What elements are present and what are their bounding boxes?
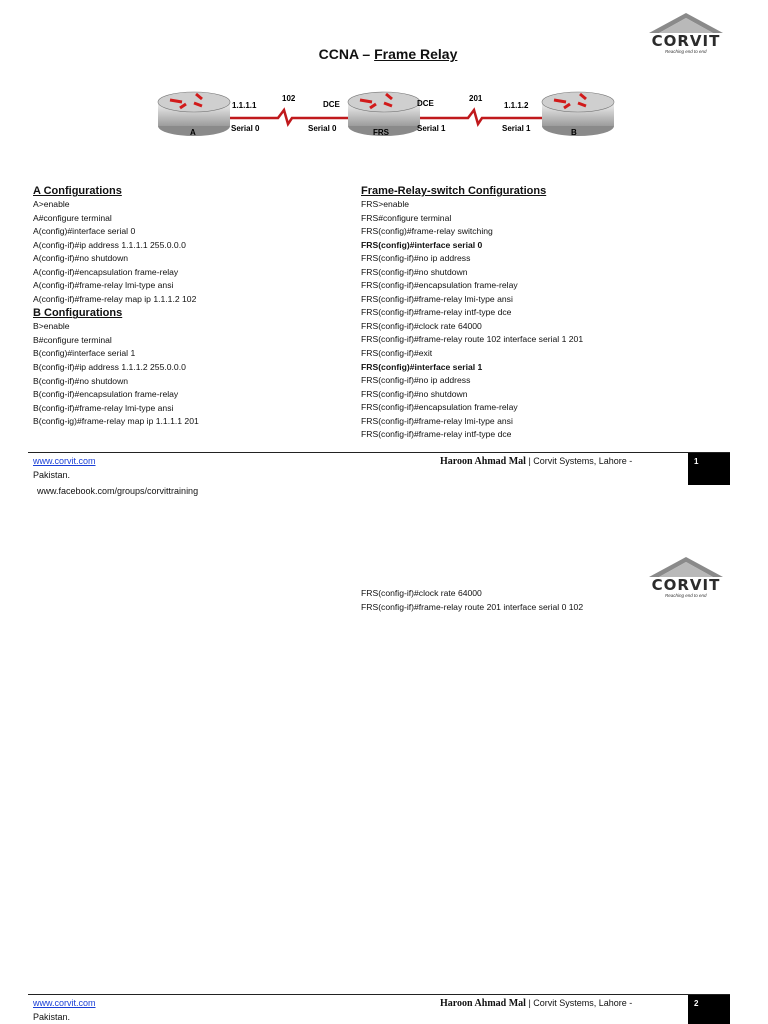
frs-config-line: FRS(config-if)#frame-relay lmi-type ansi [361, 415, 513, 426]
frs-config-line: FRS(config-if)#no ip address [361, 375, 471, 386]
b-config-line: B#configure terminal [33, 334, 112, 345]
a-config-line: A(config-if)#encapsulation frame-relay [33, 266, 179, 277]
footer-company: | Corvit Systems, Lahore - [525, 456, 633, 466]
footer-author [440, 456, 632, 467]
frs-config-line: FRS(config)#frame-relay switching [361, 226, 493, 237]
page-number-box [688, 995, 730, 1024]
dlci-a-label: 102 [282, 94, 296, 103]
corvit-logo [645, 556, 727, 604]
frs-config-line: FRS#configure terminal [361, 212, 452, 223]
a-config-line: A(config-if)#frame-relay lmi-type ansi [33, 280, 174, 291]
footer-author [440, 998, 632, 1009]
footer-website-link[interactable]: www.corvit.com [33, 998, 96, 1008]
network-diagram [150, 88, 620, 148]
footer-author-name: Haroon Ahmad Mal [440, 998, 526, 1009]
b-config-line: B(config-if)#ip address 1.1.1.2 255.0.0.0 [33, 362, 186, 373]
logo-wordmark: CORVIT [651, 32, 721, 50]
frs-config-line: FRS(config-if)#no shutdown [361, 266, 468, 277]
serial-link-frs-b [418, 110, 542, 124]
frs-config-line: FRS(config-if)#no shutdown [361, 388, 468, 399]
logo-tagline: Reaching end to end [665, 49, 707, 54]
dlci-b-label: 201 [469, 94, 483, 103]
frs-config-heading: Frame-Relay-switch Configurations [361, 185, 547, 197]
router-a-label: A [190, 128, 196, 137]
frs-config-line: FRS(config-if)#frame-relay intf-type dce [361, 307, 512, 318]
frs-config-line: FRS(config)#interface serial 1 [361, 361, 483, 372]
router-frs-label: FRS [373, 128, 389, 137]
dce-right-label: DCE [417, 99, 434, 108]
roof-icon [647, 12, 725, 34]
page-title [0, 46, 768, 62]
page-number-box [688, 453, 730, 485]
serial-frs-0-label: Serial 0 [308, 124, 337, 133]
footer-country: Pakistan. [33, 470, 71, 480]
frs-config-line: FRS(config)#interface serial 0 [361, 239, 483, 250]
footer-website-link[interactable]: www.corvit.com [33, 456, 96, 466]
frs-config-line: FRS(config-if)#frame-relay lmi-type ansi [361, 293, 513, 304]
router-b-icon [542, 92, 614, 136]
serial-frs-1-label: Serial 1 [417, 124, 446, 133]
footer-rule [28, 994, 730, 995]
b-config-line: B(config-if)#frame-relay lmi-type ansi [33, 402, 174, 413]
frs-config-line: FRS(config-if)#frame-relay route 201 interface serial 0 102 [361, 601, 584, 612]
footer-facebook-link[interactable]: www.facebook.com/groups/corvittraining [37, 486, 199, 496]
a-config-heading: A Configurations [33, 185, 122, 197]
a-config-line: A#configure terminal [33, 212, 112, 223]
frs-config-line: FRS(config-if)#clock rate 64000 [361, 588, 482, 598]
frs-config-continued [361, 587, 583, 614]
title-prefix: CCNA – [318, 46, 375, 62]
a-configurations [33, 184, 199, 429]
title-main: Frame Relay [374, 46, 458, 62]
logo-wordmark: CORVIT [651, 576, 721, 594]
serial-b-label: Serial 1 [502, 124, 531, 133]
dce-left-label: DCE [323, 100, 340, 109]
serial-link-a-frs [230, 110, 348, 124]
frs-config-line: FRS(config-if)#encapsulation frame-relay [361, 402, 518, 413]
b-config-line: B(config-if)#no shutdown [33, 375, 129, 386]
serial-a-label: Serial 0 [231, 124, 260, 133]
frs-config-line: FRS(config-if)#exit [361, 348, 433, 359]
a-config-line: A(config)#interface serial 0 [33, 226, 136, 237]
page-number: 2 [694, 999, 699, 1008]
logo-tagline: Reaching end to end [665, 593, 707, 598]
page-number: 1 [694, 457, 699, 466]
a-config-line: A(config-if)#ip address 1.1.1.1 255.0.0.0 [33, 239, 186, 250]
a-config-line: A(config-if)#no shutdown [33, 253, 129, 264]
a-config-line: A>enable [33, 199, 70, 209]
footer-country: Pakistan. [33, 1012, 71, 1022]
frs-config-line: FRS(config-if)#encapsulation frame-relay [361, 280, 518, 291]
ip-a-label: 1.1.1.1 [232, 101, 257, 110]
b-config-line: B>enable [33, 321, 70, 332]
frs-configurations [361, 184, 583, 442]
b-config-heading: B Configurations [33, 307, 123, 320]
frs-config-line: FRS(config-if)#clock rate 64000 [361, 320, 482, 331]
roof-icon [647, 556, 725, 578]
frs-config-line: FRS(config-if)#frame-relay route 102 interface serial 1 201 [361, 334, 584, 345]
ip-b-label: 1.1.1.2 [504, 101, 529, 110]
b-config-line: B(config-ig)#frame-relay map ip 1.1.1.1 201 [33, 416, 199, 427]
footer-rule [28, 452, 730, 453]
frs-config-line: FRS(config-if)#frame-relay intf-type dce [361, 429, 512, 440]
frs-config-line: FRS>enable [361, 199, 410, 209]
frs-config-line: FRS(config-if)#no ip address [361, 253, 471, 264]
a-config-line: A(config-if)#frame-relay map ip 1.1.1.2 102 [33, 293, 197, 304]
footer-company: | Corvit Systems, Lahore - [525, 998, 633, 1008]
b-config-line: B(config)#interface serial 1 [33, 348, 136, 359]
router-b-label: B [571, 128, 577, 137]
b-config-line: B(config-if)#encapsulation frame-relay [33, 389, 179, 400]
footer-author-name: Haroon Ahmad Mal [440, 456, 526, 467]
